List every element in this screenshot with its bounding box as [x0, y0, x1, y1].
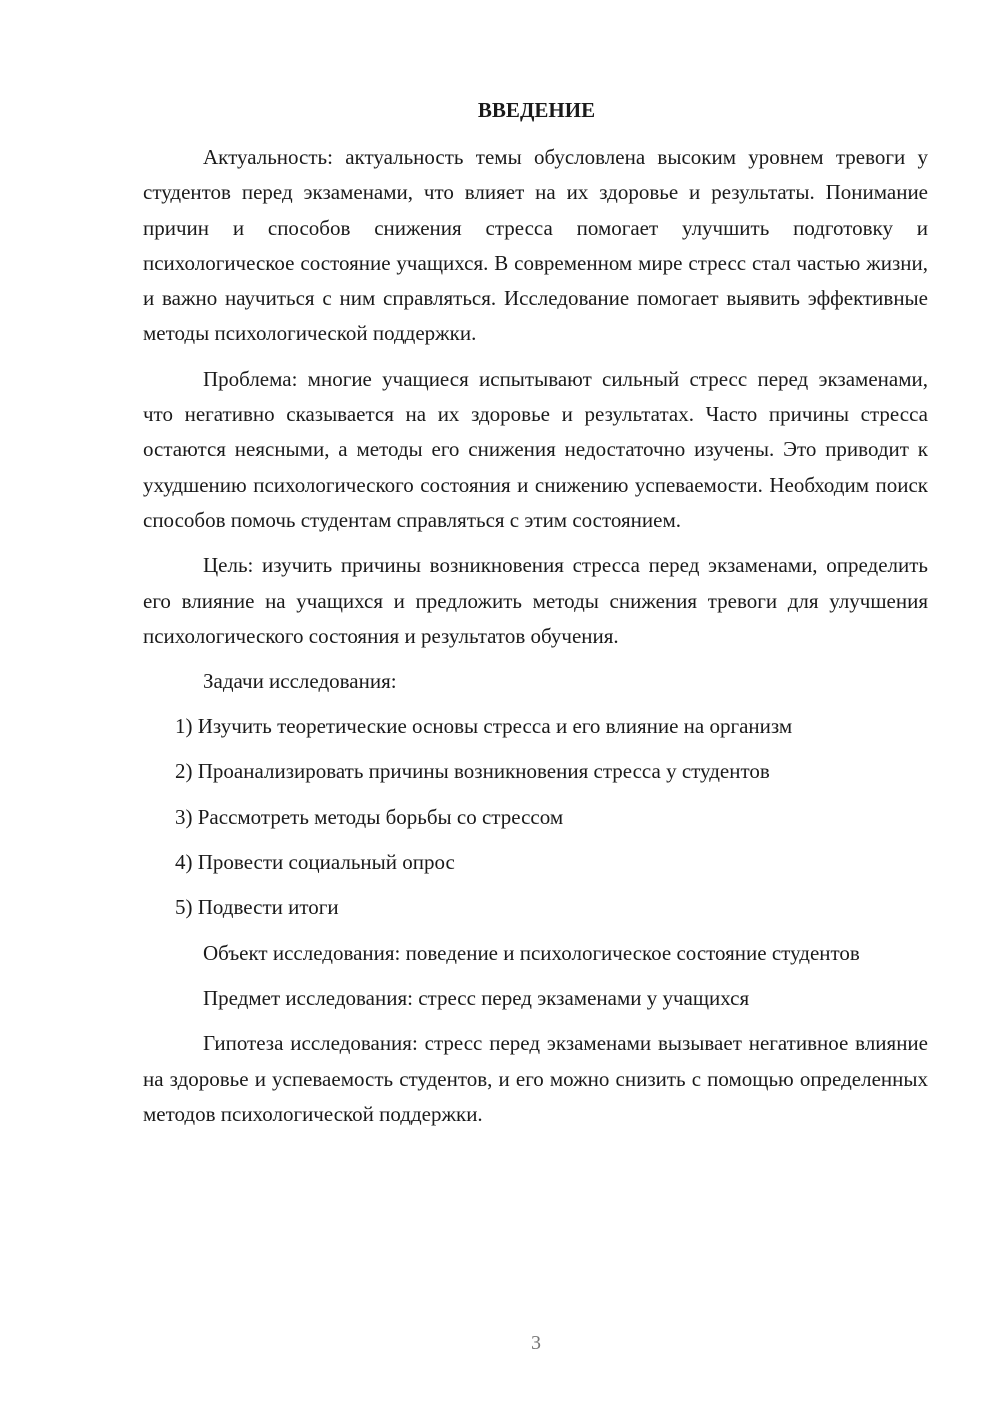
list-item: 3) Рассмотреть методы борьбы со стрессом [175, 804, 564, 829]
paragraph-goal: Цель: изучить причины возникновения стресса перед экзаменами, определить его влияние на учащихся и предложить методы снижения тревоги для улучшения психологического состояния и результатов обучения. [143, 553, 928, 648]
paragraph-problem: Проблема: многие учащиеся испытывают сильный стресс перед экзаменами, что негативно сказывается на их здоровье и результатах. Часто причины стресса остаются неясными, а методы его снижения недостаточно изучены. Это приводит к ухудшению психологического состояния и снижению успеваемости. Необходим поиск способов помочь студентам справляться с этим состоянием. [143, 366, 928, 532]
paragraph-hypothesis: Гипотеза исследования: стресс перед экзаменами вызывает негативное влияние на здоровье и успеваемость студентов, и его можно снизить с помощью определенных методов психологической поддержки. [143, 1031, 928, 1126]
paragraph-object: Объект исследования: поведение и психологическое состояние студентов [203, 940, 860, 965]
document-page [143, 93, 928, 1142]
list-item: 4) Провести социальный опрос [175, 850, 455, 875]
paragraph-subject: Предмет исследования: стресс перед экзаменами у учащихся [203, 985, 750, 1010]
page-title: ВВЕДЕНИЕ [477, 98, 596, 122]
tasks-heading: Задачи исследования: [203, 669, 397, 694]
list-item: 1) Изучить теоретические основы стресса и его влияние на организм [175, 714, 793, 739]
list-item: 5) Подвести итоги [175, 895, 339, 920]
paragraph-relevance: Актуальность: актуальность темы обусловлена высоким уровнем тревоги у студентов перед экзаменами, что влияет на их здоровье и результаты. Понимание причин и способов снижения стресса помогает улучшить подготовку и психологическое состояние учащихся. В современном мире стресс стал частью жизни, и важно научиться с ним справляться. Исследование помогает выявить эффективные методы психологической поддержки. [143, 145, 928, 346]
tasks-list [143, 709, 928, 925]
list-item: 2) Проанализировать причины возникновения стресса у студентов [175, 759, 770, 784]
page-number: 3 [531, 1332, 541, 1354]
